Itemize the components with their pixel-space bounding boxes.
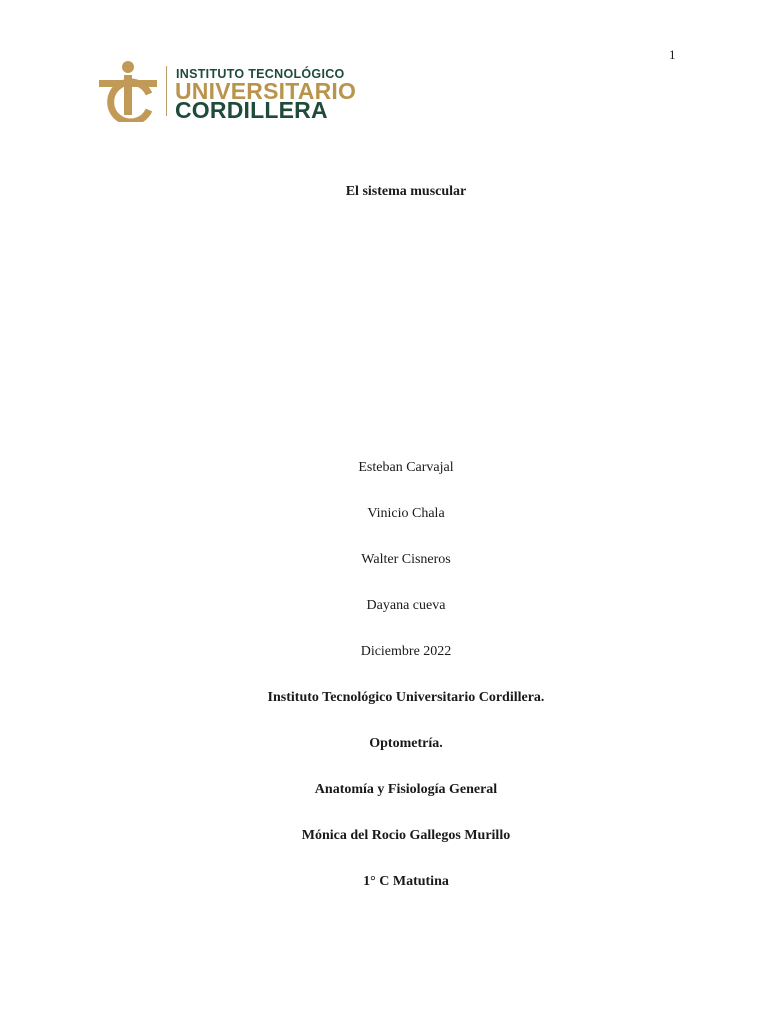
itc-emblem-icon	[96, 58, 160, 122]
course-name: 1° C Matutina	[363, 874, 449, 889]
author-name: Esteban Carvajal	[358, 460, 454, 475]
institution-logo	[96, 58, 366, 124]
teacher-name: Mónica del Rocio Gallegos Murillo	[301, 828, 511, 843]
logo-text-line2: UNIVERSITARIO	[175, 78, 357, 104]
subject-name: Anatomía y Fisiología General	[314, 782, 498, 797]
logo-text-line1: INSTITUTO TECNOLÓGICO	[176, 67, 345, 81]
author-name: Walter Cisneros	[361, 552, 451, 567]
institution-name: Instituto Tecnológico Universitario Cordillera.	[267, 690, 545, 705]
logo-divider	[166, 66, 167, 116]
logo-text-line3: CORDILLERA	[175, 97, 328, 123]
page-number: 1	[669, 47, 676, 62]
document-title: El sistema muscular	[345, 184, 467, 199]
author-name: Vinicio Chala	[367, 506, 445, 521]
document-date: Diciembre 2022	[360, 644, 452, 659]
career-name: Optometría.	[369, 736, 443, 751]
author-name: Dayana cueva	[366, 598, 446, 613]
